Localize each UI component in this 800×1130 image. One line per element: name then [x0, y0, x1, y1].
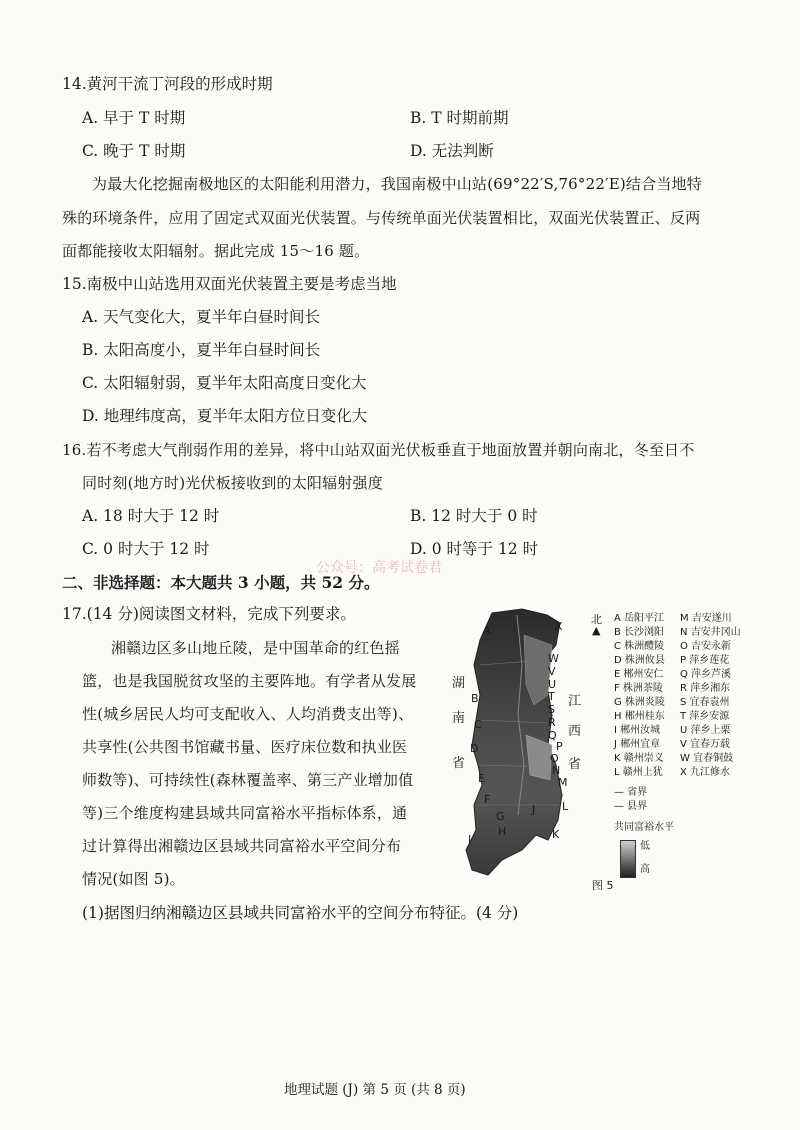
map-label-s: S	[548, 703, 555, 716]
legend-province-boundary: — 省界	[614, 787, 648, 798]
legend-t: T 萍乡安源	[680, 711, 730, 722]
q15-option-b: B. 太阳高度小，夏半年白昼时间长	[82, 341, 321, 359]
legend-d: D 株洲攸县	[614, 655, 665, 666]
map-label-h: H	[498, 825, 507, 838]
legend-l: L 赣州上犹	[614, 767, 663, 778]
q17-para-line-1: 湘赣边区多山地丘陵，是中国革命的红色摇	[111, 639, 400, 657]
q16-option-c: C. 0 时大于 12 时	[82, 540, 210, 558]
legend-q: Q 萍乡芦溪	[680, 669, 732, 680]
q15-option-a: A. 天气变化大，夏半年白昼时间长	[82, 308, 321, 326]
province-left-2: 南	[452, 711, 466, 726]
map-label-u: U	[548, 678, 557, 691]
scale-high-label: 高	[640, 864, 650, 875]
scale-low-label: 低	[640, 841, 650, 852]
map-label-e: E	[478, 772, 485, 785]
legend-e: E 郴州安仁	[614, 669, 664, 680]
legend-c: C 株洲醴陵	[614, 641, 665, 652]
map-label-c: C	[474, 718, 482, 731]
legend-b: B 长沙浏阳	[614, 627, 665, 638]
q15-stem: 15.南极中山站选用双面光伏装置主要是考虑当地	[62, 275, 397, 293]
legend-v: V 宜春万载	[680, 739, 731, 750]
scale-title: 共同富裕水平	[614, 822, 674, 833]
legend-a: A 岳阳平江	[614, 613, 665, 624]
map-label-d: D	[470, 742, 479, 755]
q17-para-line-2: 篮，也是我国脱贫攻坚的主要阵地。有学者从发展	[82, 672, 417, 690]
legend-i: I 郴州汝城	[614, 725, 661, 736]
province-right-2: 西	[568, 724, 582, 739]
legend-p: P 萍乡莲花	[680, 655, 730, 666]
map-label-k: K	[552, 828, 560, 841]
q17-para-line-5: 师数等)、可持续性(森林覆盖率、第三产业增加值	[82, 771, 414, 789]
q16-option-a: A. 18 时大于 12 时	[82, 507, 220, 525]
legend-j: J 郴州宜章	[614, 739, 661, 750]
map-label-m: M	[558, 776, 568, 789]
map-label-r: R	[548, 716, 556, 729]
north-arrow-icon: ▲	[592, 624, 601, 637]
legend-x: X 九江修水	[680, 767, 731, 778]
intro-line-2: 殊的环境条件，应用了固定式双面光伏装置。与传统单面光伏装置相比，双面光伏装置正、反两	[62, 209, 701, 227]
map-label-q: Q	[548, 729, 557, 742]
legend-county-boundary: — 县界	[614, 801, 648, 812]
map-label-n: N	[552, 764, 561, 777]
map-label-b: B	[471, 692, 479, 705]
map-label-j: J	[532, 803, 536, 816]
map-label-a: A	[483, 624, 491, 637]
q17-para-line-7: 过计算得出湘赣边区县域共同富裕水平空间分布	[82, 837, 402, 855]
legend-u: U 萍乡上栗	[680, 725, 731, 736]
q14-option-c: C. 晚于 T 时期	[82, 142, 186, 160]
legend-m: M 吉安遂川	[680, 613, 732, 624]
q17-para-line-3: 性(城乡居民人均可支配收入、人均消费支出等)、	[82, 705, 414, 723]
map-label-v: V	[548, 665, 556, 678]
figure-caption: 图 5	[592, 879, 614, 892]
q16-stem-line-2: 同时刻(地方时)光伏板接收到的太阳辐射强度	[82, 474, 383, 492]
q14-option-d: D. 无法判断	[410, 142, 494, 160]
q17-para-line-8: 情况(如图 5)。	[82, 870, 185, 888]
q17-stem: 17.(14 分)阅读图文材料，完成下列要求。	[62, 605, 356, 623]
map-label-o: O	[550, 752, 559, 765]
province-left-3: 省	[452, 756, 466, 771]
q14-option-a: A. 早于 T 时期	[82, 109, 186, 127]
q17-para-line-6: 等)三个维度构建县域共同富裕水平指标体系，通	[82, 804, 408, 822]
legend-w: W 宜春铜鼓	[680, 753, 734, 764]
legend-k: K 赣州崇义	[614, 753, 664, 764]
legend-f: F 株洲茶陵	[614, 683, 663, 694]
q16-option-b: B. 12 时大于 0 时	[410, 507, 538, 525]
north-label: 北	[591, 613, 602, 626]
q17-sub-question-1: (1)据图归纳湘赣边区县域共同富裕水平的空间分布特征。(4 分)	[82, 904, 519, 922]
province-right-3: 省	[568, 757, 582, 772]
q15-option-d: D. 地理纬度高，夏半年太阳方位日变化大	[82, 407, 368, 425]
q16-option-d: D. 0 时等于 12 时	[410, 540, 539, 558]
map-label-l: L	[562, 800, 569, 813]
legend-o: O 吉安永新	[680, 641, 732, 652]
intro-line-3: 面都能接收太阳辐射。据此完成 15～16 题。	[62, 242, 370, 260]
map-label-g: G	[496, 810, 505, 823]
map-label-p: P	[556, 740, 563, 753]
q16-stem-line-1: 16.若不考虑大气削弱作用的差异，将中山站双面光伏板垂直于地面放置并朝向南北，冬至日不	[62, 441, 695, 459]
legend-s: S 宜春袁州	[680, 697, 730, 708]
intro-line-1: 为最大化挖掘南极地区的太阳能利用潜力，我国南极中山站(69°22′S,76°22′E)结合当地特	[92, 175, 702, 193]
legend-n: N 吉安井冈山	[680, 627, 741, 638]
province-right-1: 江	[568, 694, 582, 709]
legend-g: G 株洲炎陵	[614, 697, 665, 708]
legend-r: R 萍乡湘东	[680, 683, 731, 694]
q14-stem: 14.黄河干流丁河段的形成时期	[62, 75, 273, 93]
map-label-i: I	[468, 833, 472, 846]
map-label-t: T	[548, 690, 555, 703]
legend-h: H 郴州桂东	[614, 711, 665, 722]
map-label-w: W	[548, 652, 559, 665]
q15-option-c: C. 太阳辐射弱，夏半年太阳高度日变化大	[82, 374, 367, 392]
map-label-f: F	[484, 793, 491, 806]
watermark-text: 公众号：高考试卷君	[316, 560, 442, 576]
map-label-x: X	[555, 620, 563, 633]
page-footer: 地理试题 (J) 第 5 页 (共 8 页)	[284, 1082, 466, 1098]
scale-color-bar	[620, 840, 636, 878]
section-2-heading: 二、非选择题：本大题共 3 小题，共 52 分。	[62, 573, 380, 592]
province-left-1: 湖	[452, 676, 466, 691]
q17-para-line-4: 共享性(公共图书馆藏书量、医疗床位数和执业医	[82, 738, 408, 756]
q14-option-b: B. T 时期前期	[410, 109, 509, 127]
